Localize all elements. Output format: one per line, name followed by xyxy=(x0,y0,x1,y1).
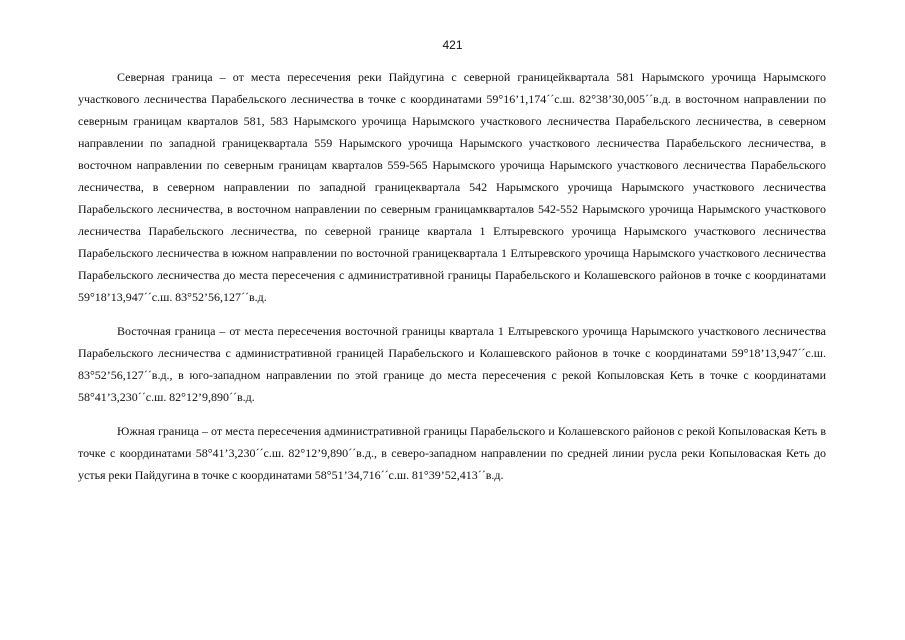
page-number: 421 xyxy=(442,38,463,52)
paragraph-eastern-border: Восточная граница – от места пересечения восточной границы квартала 1 Елтыревского урочища Нарымского участкового лесничества Парабельского лесничества с административной границей Парабельского и Колашевского районов в точке с координатами 59°18’13,947´´с.ш. 83°52’56,127´´в.д., в юго-западном направлении по этой границе до места пересечения с рекой Копыловская Кеть в точке с координатами 58°41’3,230´´с.ш. 82°12’9,890´´в.д. xyxy=(78,324,826,404)
paragraph-southern-border: Южная граница – от места пересечения административной границы Парабельского и Колашевского районов с рекой Копыловаская Кеть в точке с координатами 58°41’3,230´´с.ш. 82°12’9,890´´в.д., в северо-западном направлении по средней линии русла реки Копыловаская Кеть до устья реки Пайдугина в точке с координатами 58°51’34,716´´с.ш. 81°39’52,413´´в.д. xyxy=(78,424,826,482)
document-body xyxy=(78,66,826,486)
paragraph-northern-border: Северная граница – от места пересечения реки Пайдугина с северной границейквартала 581 Нарымского урочища Нарымского участкового лесничества Парабельского лесничества в точке с координатами 59°16’1,174´´с.ш. 82°38’30,005´´в.д. в восточном направлении по северным границам кварталов 581, 583 Нарымского урочища Нарымского участкового лесничества Парабельского лесничества, в северном направлении по западной границеквартала 559 Нарымского урочища Нарымского участкового лесничества Парабельского лесничества, в восточном направлении по северным границам кварталов 559-565 Нарымского урочища Нарымского участкового лесничества Парабельского лесничества, в северном направлении по западной границеквартала 542 Нарымского урочища Нарымского участкового лесничества Парабельского лесничества, в восточном направлении по северным границамкварталов 542-552 Нарымского урочища Нарымского участкового лесничества Парабельского лесничества, по северной границе квартала 1 Елтыревского урочища Нарымского участкового лесничества Парабельского лесничества в южном направлении по восточной границеквартала 1 Елтыревского урочища Нарымского участкового лесничества Парабельского лесничества до места пересечения с административной границы Парабельского и Колашевского районов в точке с координатами 59°18’13,947´´с.ш. 83°52’56,127´´в.д. xyxy=(78,70,826,304)
